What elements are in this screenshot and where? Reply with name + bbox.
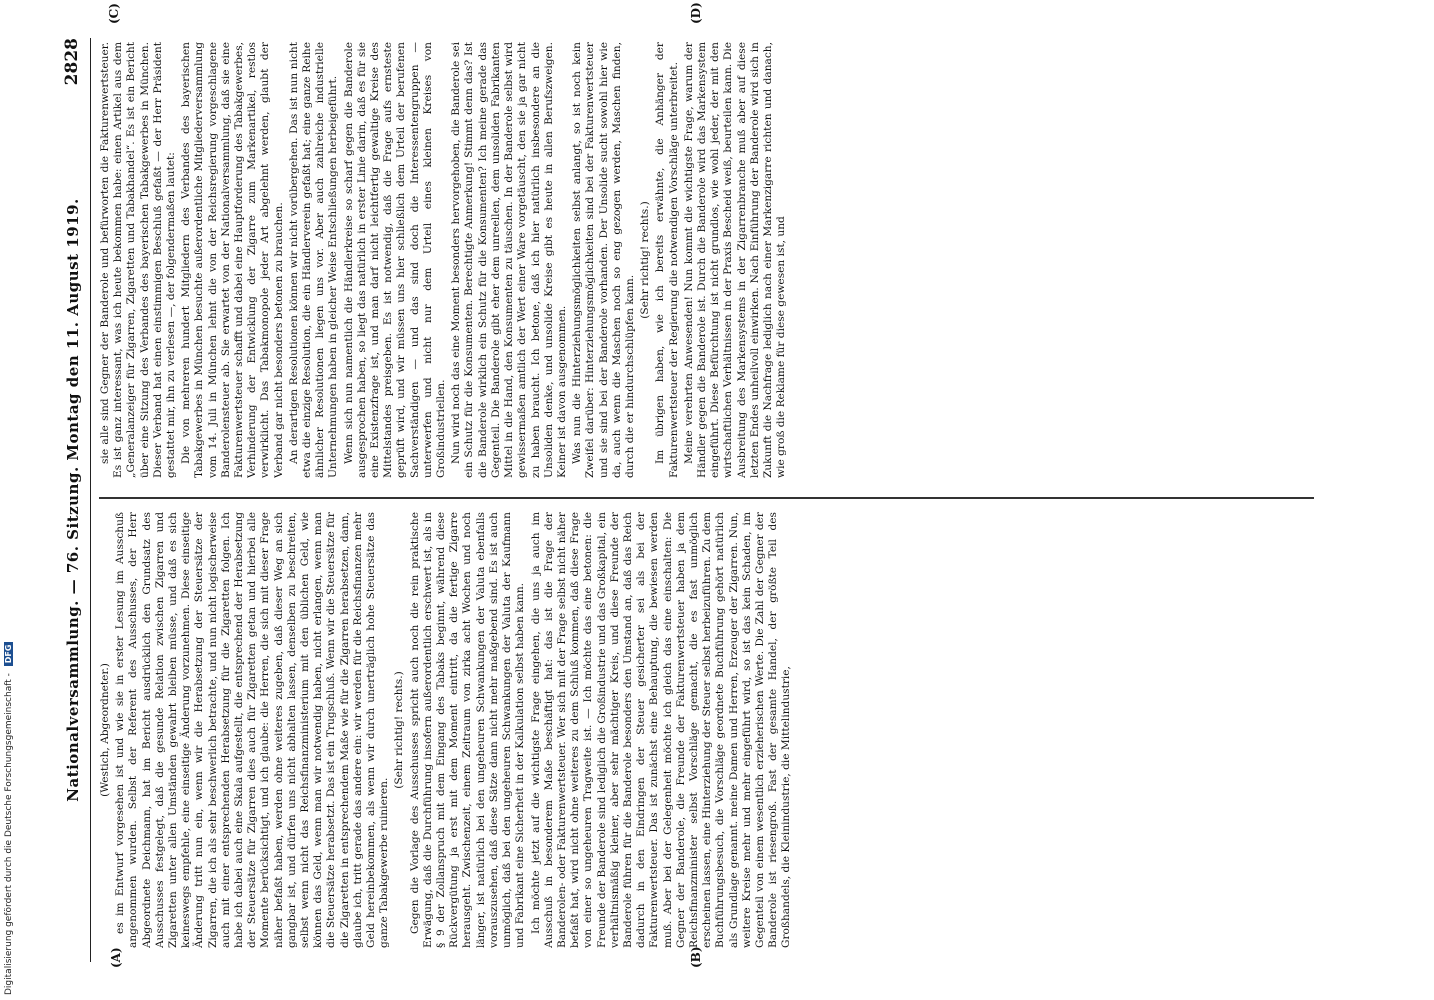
page-number: 2828 [62,38,82,86]
interjection: (Sehr richtig! rechts.) [639,201,652,319]
digitization-credit [4,5,14,995]
paragraph: Was nun die Hinterziehungsmöglichkeiten selbst anlangt, so ist noch kein Zweifel darüber: Hinterziehungsmöglichkeiten sind bei der Fakturenwertsteuer und sie sind bei der Banderole vorhanden. Der Unsolide sucht sowohl hier wie da, auch wenn die Maschen noch so eng gezogen werden, Maschen finden, durch die er hindurchschlüpfen kann. [571,42,636,478]
text-columns [99,2,1314,968]
interjection: (Sehr richtig! rechts.) [393,671,406,789]
paragraph: Wenn sich nun namentlich die Händlerkreise so scharf gegen die Banderole ausgesprochen haben, so liegt das natürlich in erster Linie darin, daß es für sie eine Existenzfrage ist, und man darf nicht leichtfertig gewaltige Kreise des Mittelstandes preisgeben. Es ist notwendig, daß die Frage aufs ernsteste geprüft wird, und wir müssen uns hier schließlich dem Urteil der berufenen Sachverständigen — und das sind doch die Interessentengruppen — unterwerfen und nicht nur dem Urteil eines kleinen Kreises von Großindustriellen. [342,42,448,478]
paragraph: es im Entwurf vorgesehen ist und wie sie in erster Lesung im Ausschuß angenommen wurden. Selbst der Referent des Ausschusses, der Herr Abgeordnete Deichmann, hat im Bericht ausdrücklich den Grundsatz des Ausschusses festgelegt, daß die gesunde Relation zwischen Zigarren und Zigaretten unter allen Umständen gewahrt bleiben müsse, und daß es sich keineswegs empfehle, eine einseitige Änderung vorzunehmen. Diese einseitige Änderung tritt nun ein, wenn wir die Herabsetzung der Steuersätze der Zigarren, die ich als sehr beschwerlich betrachte, und nun nicht logischerweise auch mit einer entsprechenden Herabsetzung für die Zigaretten folgen. Ich habe ich dabei auch eine Skala aufgestellt, die entsprechend der Herabsetzung der Steuersätze für Zigarren dies auch für Zigaretten getan und hierbei alle Momente berücksichtigt, und ich glaube: die Herren, die sich mit dieser Frage näher befaßt haben, werden ohne weiteres zugeben, daß dieser Weg an sich gangbar ist, und dürfen uns nicht abhalten lassen, denselben zu beschreiten, selbst wenn nicht das Reichsfinanzministerium mit den üblichen Geld, wie können das Geld, wenn man wir notwendig haben, nicht erlangen, wenn man die Steuersätze herabsetzt. Das ist ein Trugschluß. Wenn wir die Steuersätze für die Zigaretten in entsprechendem Maße wie für die Zigarren herabsetzen, dann, glaube ich, tritt gerade das andere ein: wir werden für die Reichsfinanzen mehr Geld hereinbekommen, als wenn wir durch unerträglich hohe Steuersätze das ganze Tabakgewerbe ruinieren. [114,512,391,948]
paragraph: Ich möchte jetzt auf die wichtigste Frage eingehen, die uns ja auch im Ausschuß in besonderem Maße beschäftigt hat: das ist die Frage der Banderolen- oder Fakturenwertsteuer. Wer sich mit der Frage selbst nicht näher befaßt hat, wird nicht ohne weiteres zu dem Schluß kommen, daß diese Frage von einer so ungeheuren Tragweite ist. — Ich möchte das eine betonen: die Freunde der Banderole sind lediglich die Großindustrie und das Großkapital, ein verhältnismäßig kleiner, aber sehr mächtiger Kreis, und diese Freunde der Banderole führen für die Banderole besonders den Umstand an, daß das Reich dadurch in den Eindringen der Steuer gesicherter sei als bei der Fakturenwertsteuer. Das ist zunächst eine Behauptung, die bewiesen werden muß. Aber bei der Gelegenheit möchte ich gleich das eine einschalten: Die Gegner der Banderole, die Freunde der Fakturenwertsteuer haben ja dem Reichsfinanzminister selbst Vorschläge gemacht, die es fast unmöglich erscheinen lassen, eine Hinterziehung der Steuer selbst herbeizuführen. Zu dem Buchführungsbesuch, die Vorschläge geordnete Buchführung gehört natürlich als Grundlage genannt. meine Damen und Herren, Erzeuger der Zigarren. Nun, weitere Kreise mehr und mehr eingeführt wird, so ist das kein Schaden, im Gegenteil von einem wesentlich erzieherischen Werte. Die Zahl der Gegner der Banderole ist riesengroß. Fast der gesamte Handel, der größte Teil des Großhandels, die Kleinindustrie, die Mittelindustrie, [529,512,793,948]
margin-letter-a: (A) [109,947,123,968]
speaker-note: (Westich, Abgeordneter.) [99,663,111,797]
paragraph: sie alle sind Gegner der Banderole und befürworten die Fakturenwertsteuer. Es ist ganz interessant, was ich heute bekommen habe: einen Artikel aus dem „Generalanzeiger für Zigarren, Zigaretten und Tabakhandel“. Es ist ein Bericht über eine Sitzung des Verbandes des bayerischen Tabakgewerbes in München. Dieser Verband hat einen einstimmigen Beschluß gefaßt — der Herr Präsident gestattet mir, ihn zu verlesen —, der folgendermaßen lautet: [99,42,178,478]
right-column [99,42,1314,478]
rotated-page [50,2,1332,980]
page-header [60,38,91,962]
quoted-resolution: Die von mehreren hundert Mitgliedern des Verbandes des bayerischen Tabakgewerbes in München besuchte außerordentliche Mitgliederversammlung vom 14. Juli in München lehnt die von der Reichsregierung vorgeschlagene Banderolensteuer ab. Sie erwartet von der Nationalversammlung, daß sie eine Fakturenwertsteuer schafft und dabei eine Hauptforderung des Tabakgewerbes, Verhinderung der Entwicklung der Zigarre zum Markenartikel, restlos verwirklicht. Das Tabakmonopole jeder Art abgelehnt werden, glaubt der Verband gar nicht besonders betonen zu brauchen. [180,42,285,478]
dfg-logo: DFG [4,642,13,667]
left-column [99,512,1314,948]
paragraph: An derartigen Resolutionen können wir nicht vorübergehen. Das ist nun nicht etwa die einzige Resolution, die ein Händlerverein gefaßt hat; eine ganze Reihe ähnlicher Resolutionen liegen uns vor. Aber auch zahlreiche industrielle Unternehmungen haben in gleicher Weise Entschließungen herbeigeführt. [287,42,340,478]
margin-letter-d: (D) [689,2,703,24]
page-title: Nationalversammlung. — 76. Sitzung. Montag den 11. August 1919. [64,198,82,802]
column-divider [99,498,1314,500]
margin-letter-b: (B) [689,946,703,968]
paragraph: Gegen die Vorlage des Ausschusses spricht auch noch die rein praktische Erwägung, daß die Durchführung insofern außerordentlich erschwert ist, als in § 9 der Zollanspruch mit dem Eingang des Tabaks beginnt, während diese Rückvergütung ja erst mit dem Moment eintritt, da die fertige Zigarre herausgeht. Zwischenzeit, einem Zeitraum von zirka acht Wochen und noch länger, ist natürlich bei den ungeheuren Schwankungen der Valuta ebenfalls vorauszusehen, daß diese Sätze dann nicht mehr maßgebend sind. Es ist auch unmöglich, daß bei den ungeheuren Schwankungen der Valuta der Kaufmann und Fabrikant eine Sicherheit in der Kalkulation selbst haben kann. [408,512,527,948]
credit-text: Digitalisierung gefördert durch die Deutsche Forschungsgemeinschaft - [4,673,14,995]
paragraph: Meine verehrten Anwesenden! Nun kommt die wichtigste Frage, warum der Händler gegen die Banderole ist. Durch die Banderole wird das Markensystem eingeführt. Diese Befürchtung ist nicht grundlos, wie wohl jeder, der mit den wirtschaftlichen Verhältnissen in der Praxis Bescheid weiß, beurteilen kann. Die Ausbreitung des Markensystems in der Zigarrenbranche muß aber auf diese letzten Endes unheilvoll einwirken. Nach Einführung der Banderole wird sich in Zukunft die Nachfrage lediglich nach einer Markenzigarre richten und danach, wie groß die Reklame für diese gewesen ist, und [682,42,788,478]
margin-letter-c: (C) [107,3,121,24]
paragraph: Im übrigen haben, wie ich bereits erwähnte, die Anhänger der Fakturenwertsteuer der Regierung die notwendigen Vorschläge unterbreitet. [654,42,680,478]
paragraph: Nun wird noch das eine Moment besonders hervorgehoben, die Banderole sei ein Schutz für die Konsumenten. Berechtigte Anmerkung! Stimmt denn das? Ist die Banderole wirklich ein Schutz für die Konsumenten? Ich meine gerade das Gegenteil. Die Banderole gibt eher dem unreellen, dem unsoliden Fabrikanten Mittel in die Hand, den Konsumenten zu täuschen. In der Banderole selbst wird gewissermaßen amtlich der Wert einer Ware vorgetäuscht, den sie ja gar nicht zu haben braucht. Ich betone, daß ich hier natürlich insbesondere an die Unsoliden denke, und unsolide Kreise gibt es heute in allen Berufszweigen. Keiner ist davon ausgenommen. [450,42,568,478]
